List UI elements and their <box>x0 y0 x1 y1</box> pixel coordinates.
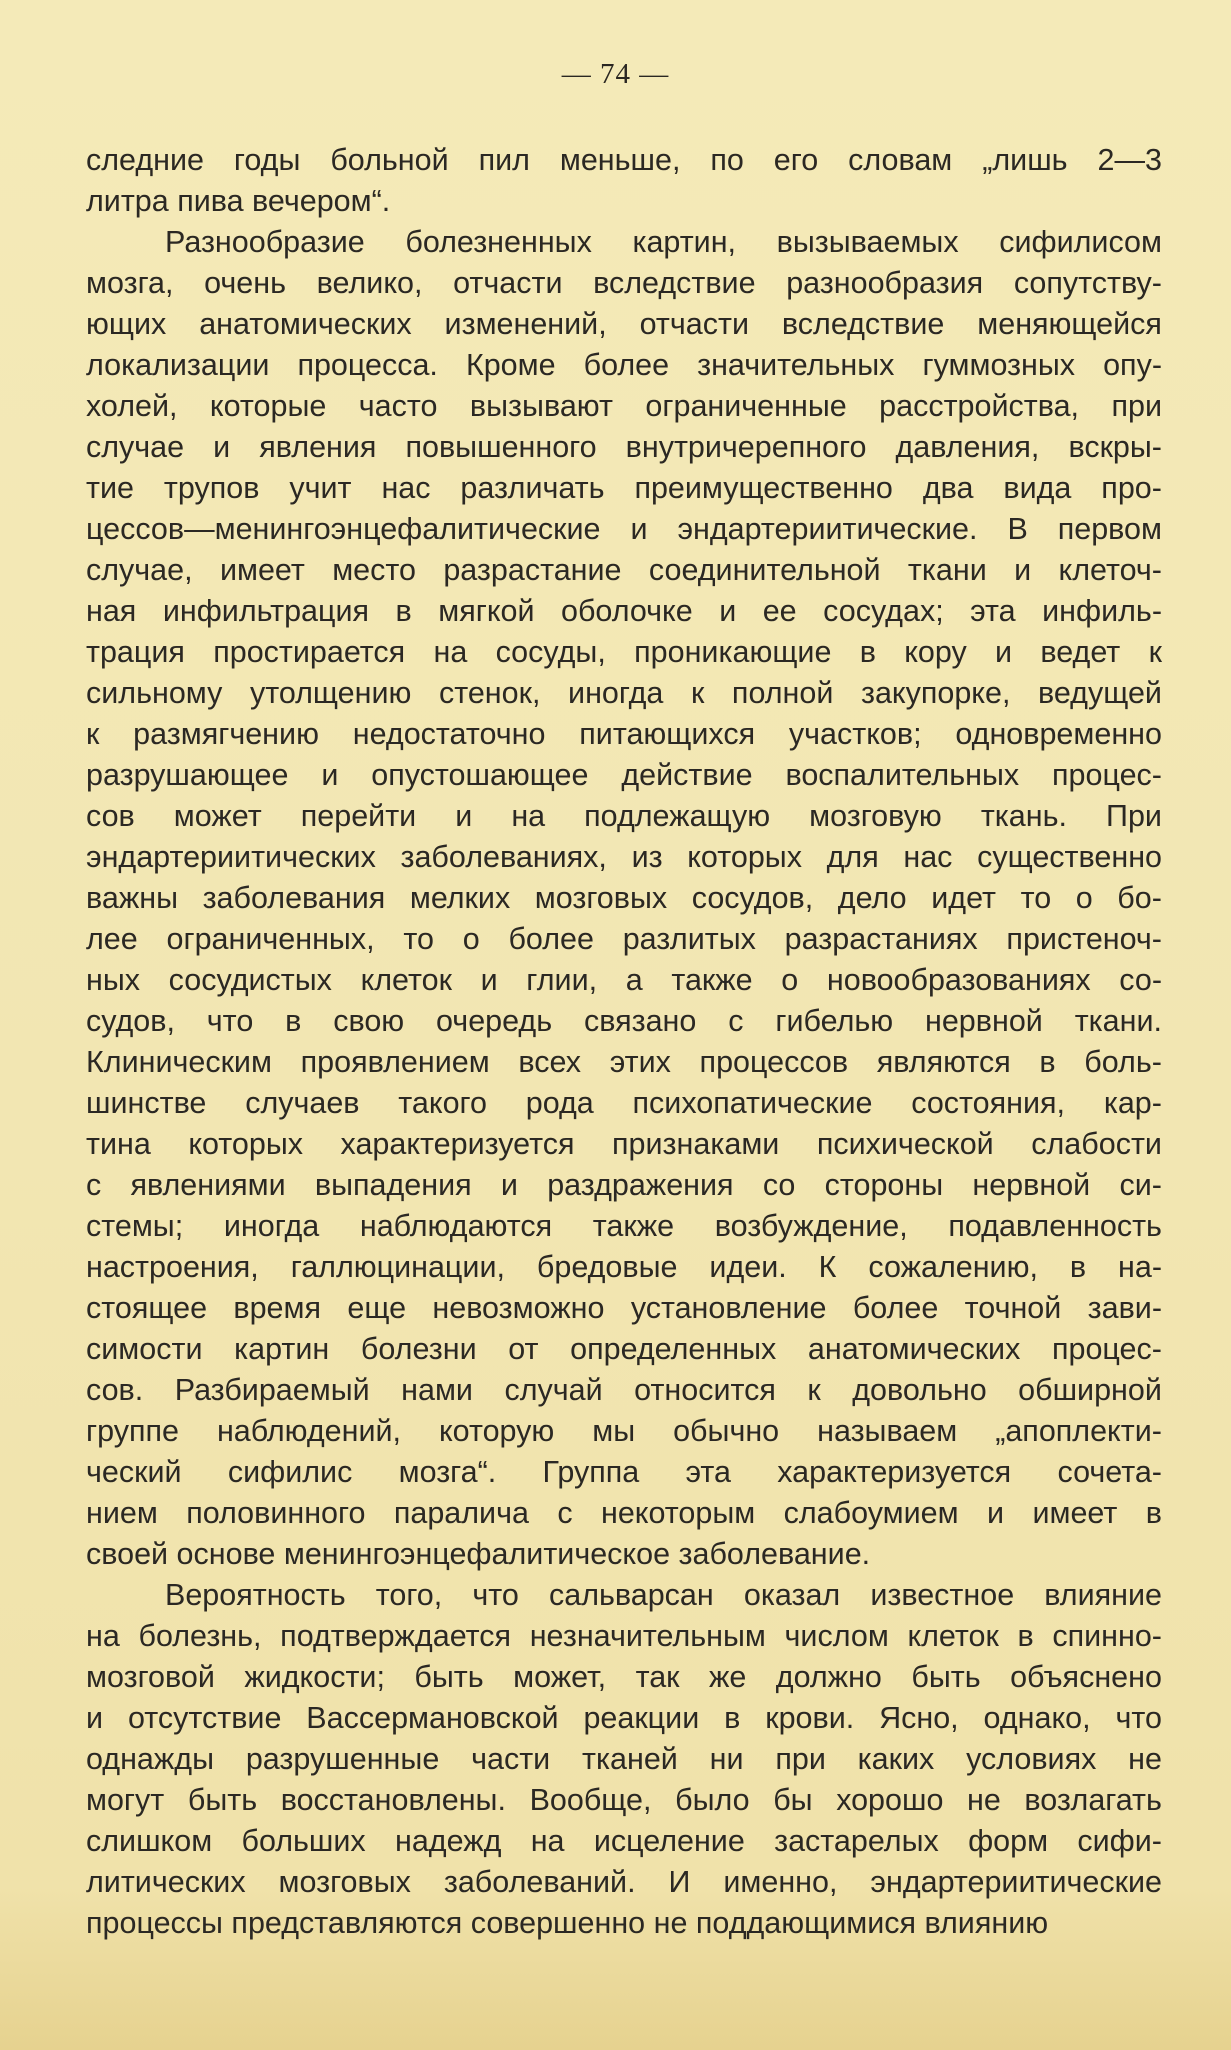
text-line: ющих анатомических изменений, отчасти вследствие меняющейся <box>86 307 1162 341</box>
text-line: сильному утолщению стенок, иногда к полной закупорке, ведущей <box>86 676 1162 710</box>
text-line: однажды разрушенные части тканей ни при каких условиях не <box>86 1742 1162 1776</box>
text-line: случае и явления повышенного внутричерепного давления, вскры- <box>86 430 1162 464</box>
text-line: Разнообразие болезненных картин, вызываемых сифилисом <box>165 225 1162 259</box>
text-line: судов, что в свою очередь связано с гибелью нервной ткани. <box>86 1004 1162 1038</box>
text-line: с явлениями выпадения и раздражения со стороны нервной си- <box>86 1168 1162 1202</box>
text-line: шинстве случаев такого рода психопатические состояния, кар- <box>86 1086 1162 1120</box>
text-line: настроения, галлюцинации, бредовые идеи. К сожалению, в на- <box>86 1250 1162 1284</box>
text-line: могут быть восстановлены. Вообще, было бы хорошо не возлагать <box>86 1783 1162 1817</box>
text-line: к размягчению недостаточно питающихся участков; одновременно <box>86 717 1162 751</box>
text-line: эндартериитических заболеваниях, из которых для нас существенно <box>86 840 1162 874</box>
text-line: Вероятность того, что сальварсан оказал известное влияние <box>165 1578 1162 1612</box>
page-number: — 74 — <box>561 58 670 90</box>
text-line: ческий сифилис мозга“. Группа эта характеризуется сочета- <box>86 1455 1162 1489</box>
text-line: на болезнь, подтверждается незначительным числом клеток в спинно- <box>86 1619 1162 1653</box>
text-line: цессов—менингоэнцефалитические и эндартериитические. В первом <box>86 512 1162 546</box>
text-line: ная инфильтрация в мягкой оболочке и ее сосудах; эта инфиль- <box>86 594 1162 628</box>
text-line: литических мозговых заболеваний. И именно, эндартериитические <box>86 1865 1162 1899</box>
text-line: следние годы больной пил меньше, по его словам „лишь 2—3 <box>86 143 1162 177</box>
text-line: группе наблюдений, которую мы обычно называем „апоплекти- <box>86 1414 1162 1448</box>
text-line: слишком больших надежд на исцеление застарелых форм сифи- <box>86 1824 1162 1858</box>
text-line: мозговой жидкости; быть может, так же должно быть объяснено <box>86 1660 1162 1694</box>
text-line: мозга, очень велико, отчасти вследствие разнообразия сопутству- <box>86 266 1162 300</box>
text-line: трация простирается на сосуды, проникающие в кору и ведет к <box>86 635 1162 669</box>
text-line: важны заболевания мелких мозговых сосудов, дело идет то о бо- <box>86 881 1162 915</box>
text-line: нием половинного паралича с некоторым слабоумием и имеет в <box>86 1496 1162 1530</box>
text-line: симости картин болезни от определенных анатомических процес- <box>86 1332 1162 1366</box>
text-line: лее ограниченных, то о более разлитых разрастаниях пристеноч- <box>86 922 1162 956</box>
text-line: сов. Разбираемый нами случай относится к довольно обширной <box>86 1373 1162 1407</box>
text-line: разрушающее и опустошающее действие воспалительных процес- <box>86 758 1162 792</box>
text-line: Клиническим проявлением всех этих процессов являются в боль- <box>86 1045 1162 1079</box>
text-line: стоящее время еще невозможно установление более точной зави- <box>86 1291 1162 1325</box>
text-line: своей основе менингоэнцефалитическое заболевание. <box>86 1537 871 1571</box>
text-line: тина которых характеризуется признаками психической слабости <box>86 1127 1162 1161</box>
text-line: литра пива вечером“. <box>86 184 391 218</box>
text-line: ных сосудистых клеток и глии, а также о новообразованиях со- <box>86 963 1162 997</box>
text-line: локализации процесса. Кроме более значительных гуммозных опу- <box>86 348 1162 382</box>
text-line: тие трупов учит нас различать преимущественно два вида про- <box>86 471 1162 505</box>
text-line: стемы; иногда наблюдаются также возбуждение, подавленность <box>86 1209 1162 1243</box>
text-line: процессы представляются совершенно не поддающимися влиянию <box>86 1906 1049 1940</box>
text-line: и отсутствие Вассермановской реакции в крови. Ясно, однако, что <box>86 1701 1162 1735</box>
text-line: сов может перейти и на подлежащую мозговую ткань. При <box>86 799 1162 833</box>
text-line: холей, которые часто вызывают ограниченные расстройства, при <box>86 389 1162 423</box>
text-line: случае, имеет место разрастание соединительной ткани и клеточ- <box>86 553 1162 587</box>
body-text <box>86 140 1162 1944</box>
